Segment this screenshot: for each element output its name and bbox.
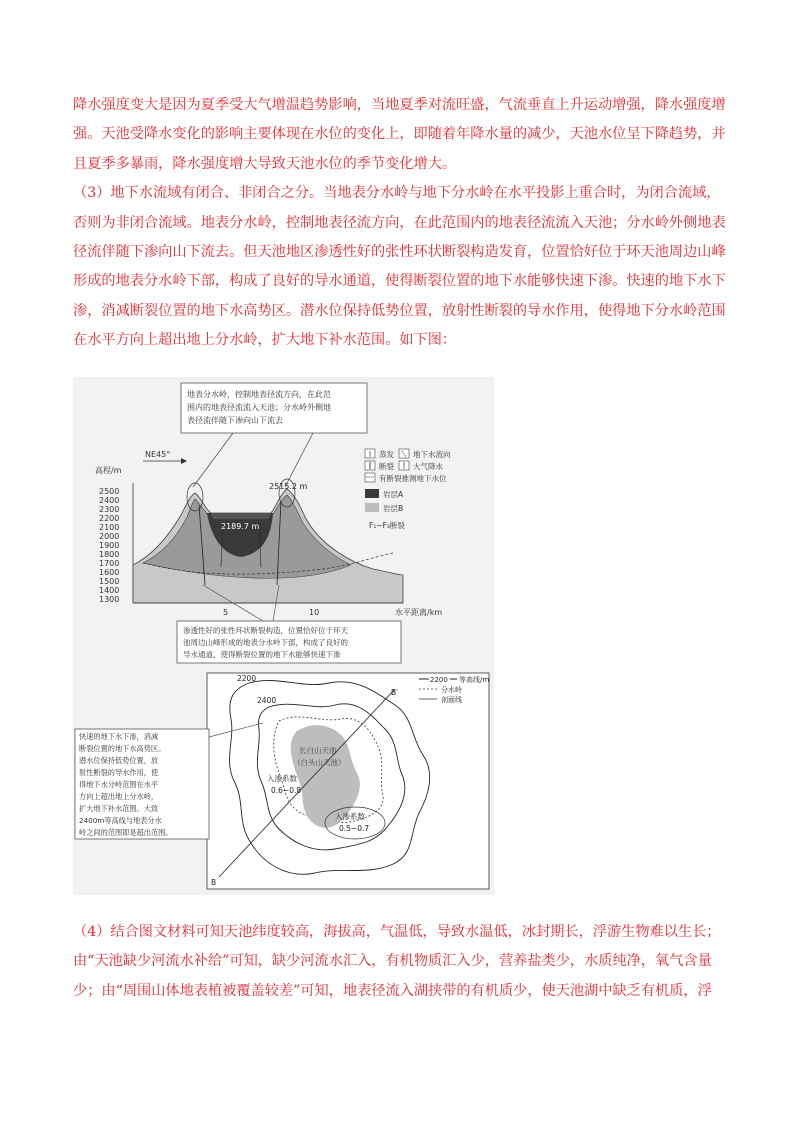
contour-label-2200: 2200 xyxy=(237,674,257,683)
text-line: （3）地下水流域有闭合、非闭合之分。当地表分水岭与地下分水岭在水平投影上重合时，为闭合流域， xyxy=(73,185,721,202)
answer-text-part-3 xyxy=(73,91,727,356)
callout-top-line: 围内的地表径流流入天池；分水岭外侧地 xyxy=(187,403,331,412)
infiltration-label-2: 入渗系数 xyxy=(335,812,365,821)
text-line: 否则为非闭合流域。地表分水岭，控制地表径流方向，在此范围内的地表径流流入天池；分水岭外侧地表 xyxy=(73,214,726,231)
text-line: 由“天池缺少河流水补给”可知，缺少河流水汇入，有机物质汇入少，营养盐类少，水质纯净，氧气含量 xyxy=(73,953,712,970)
legend-fault-code: F₁~F₃断裂 xyxy=(369,521,405,530)
callout-left-line: 2400m等高线与地表分水 xyxy=(79,816,162,825)
groundwater-figure xyxy=(73,377,494,895)
legend-contour-value: 2200 xyxy=(430,676,448,684)
legend-rock-a-swatch xyxy=(365,489,379,498)
text-line: 降水强度变大是因为夏季受大气增温趋势影响，当地夏季对流旺盛，气流垂直上升运动增强，降水强度增 xyxy=(73,97,726,113)
section-end-b-prime: B′ xyxy=(391,688,398,697)
y-tick: 1700 xyxy=(99,559,120,568)
text-line: 少；由“周围山体地表植被覆盖较差”可知，地表径流入湖挟带的有机质少，使天池湖中缺乏有机质，浮 xyxy=(73,982,712,999)
x-tick: 5 xyxy=(223,608,229,617)
y-tick: 1600 xyxy=(99,568,120,577)
section-end-b: B xyxy=(211,878,217,887)
y-tick: 2400 xyxy=(99,496,120,505)
callout-left-line: 岭之间的范围即是超出范围。 xyxy=(79,828,173,837)
legend-fault: 断裂 xyxy=(379,462,394,471)
callout-left-line: 断裂位置的地下水高势区。 xyxy=(79,744,166,753)
callout-middle-line: 渗透性好的张性环状断裂构造，位置恰好位于环天 xyxy=(183,626,348,635)
y-tick: 2500 xyxy=(99,487,120,496)
text-line: 渗，消减断裂位置的地下水高势区。潜水位保持低势位置，放射性断裂的导水作用，使得地下分水岭范围 xyxy=(73,302,726,319)
callout-middle-line: 池周边山峰形成的地表分水岭下部，构成了良好的 xyxy=(183,638,348,647)
lake-level-label: 2189.7 m xyxy=(221,522,260,531)
text-line: 强。天池受降水变化的影响主要体现在水位的变化上，即随着年降水量的减少，天池水位呈下降趋势，并 xyxy=(73,126,726,143)
y-axis-label: 高程/m xyxy=(95,466,122,475)
x-axis-label: 水平距离/km xyxy=(395,608,443,617)
callout-left-line: 射性断裂的导水作用，使 xyxy=(79,768,159,777)
figure-svg xyxy=(73,377,494,895)
legend-section: 剖面线 xyxy=(441,696,462,704)
y-tick: 1400 xyxy=(99,586,120,595)
y-tick-labels xyxy=(99,487,119,604)
direction-label: NE45° xyxy=(145,450,171,459)
infiltration-value-1: 0.6~0.8 xyxy=(271,786,302,795)
y-tick: 1900 xyxy=(99,541,120,550)
legend-level-swatch xyxy=(365,473,375,482)
callout-left-line: 潜水位保持低势位置，放 xyxy=(79,756,159,765)
text-line: 径流伴随下渗向山下流去。但天池地区渗透性好的张性环状断裂构造发育，位置恰好位于环天池周边山峰 xyxy=(73,244,726,261)
lake-name-alt: （白头山天池） xyxy=(293,758,346,767)
text-line: 在水平方向上超出地上分水岭，扩大地下补水范围。如下图： xyxy=(73,332,457,349)
legend-rock-b-swatch xyxy=(365,503,379,512)
legend-evaporation: 蒸发 xyxy=(379,450,394,459)
callout-left-line: 得地下水分岭范围在水平 xyxy=(79,780,159,789)
text-line: 且夏季多暴雨，降水强度增大导致天池水位的季节变化增大。 xyxy=(73,155,457,172)
text-line: （4）结合图文材料可知天池纬度较高，海拔高，气温低，导致水温低，冰封期长，浮游生物难以生长； xyxy=(73,924,721,940)
callout-middle-line: 导水通道，使得断裂位置的地下水能够快速下渗 xyxy=(183,650,341,659)
y-tick: 2300 xyxy=(99,505,120,514)
legend-rock-a: 岩层A xyxy=(383,490,404,499)
legend-precipitation: 大气降水 xyxy=(413,462,443,471)
y-tick: 2100 xyxy=(99,523,120,532)
y-tick: 2200 xyxy=(99,514,120,523)
legend-rock-b: 岩层B xyxy=(383,504,404,513)
y-tick: 1800 xyxy=(99,550,120,559)
x-tick: 10 xyxy=(309,608,320,617)
callout-left-line: 方向上超出地上分水岭， xyxy=(79,792,159,801)
lake-body xyxy=(211,513,271,519)
y-tick: 2000 xyxy=(99,532,120,541)
answer-text-part-4 xyxy=(73,918,727,1006)
peak-elevation-label: 2515.2 m xyxy=(269,482,308,491)
legend-inferred-level: 有断裂推测地下水位 xyxy=(379,474,447,483)
lake-name: 长白山天池 xyxy=(299,746,337,755)
legend-divide: 分水岭 xyxy=(441,686,462,694)
infiltration-label-1: 入渗系数 xyxy=(267,774,297,783)
legend-contour-label: 等高线/m xyxy=(459,676,490,684)
callout-top-line: 地表分水岭，控制地表径流方向，在此范 xyxy=(187,390,331,399)
legend-groundwater-flow: 地下水流向 xyxy=(413,450,451,459)
y-tick: 1500 xyxy=(99,577,120,586)
callout-top-line: 表径流伴随下渗向山下流去 xyxy=(187,416,283,425)
contour-label-2400: 2400 xyxy=(257,696,277,705)
callout-left-line: 快速的地下水下渗，消减 xyxy=(79,732,159,741)
infiltration-value-2: 0.5~0.7 xyxy=(339,824,370,833)
text-line: 形成的地表分水岭下部，构成了良好的导水通道，使得断裂位置的地下水能够快速下渗。快速的地下水下 xyxy=(73,273,726,290)
callout-left-line: 扩大地下补水范围。大致 xyxy=(79,804,159,813)
y-tick: 1300 xyxy=(99,595,120,604)
